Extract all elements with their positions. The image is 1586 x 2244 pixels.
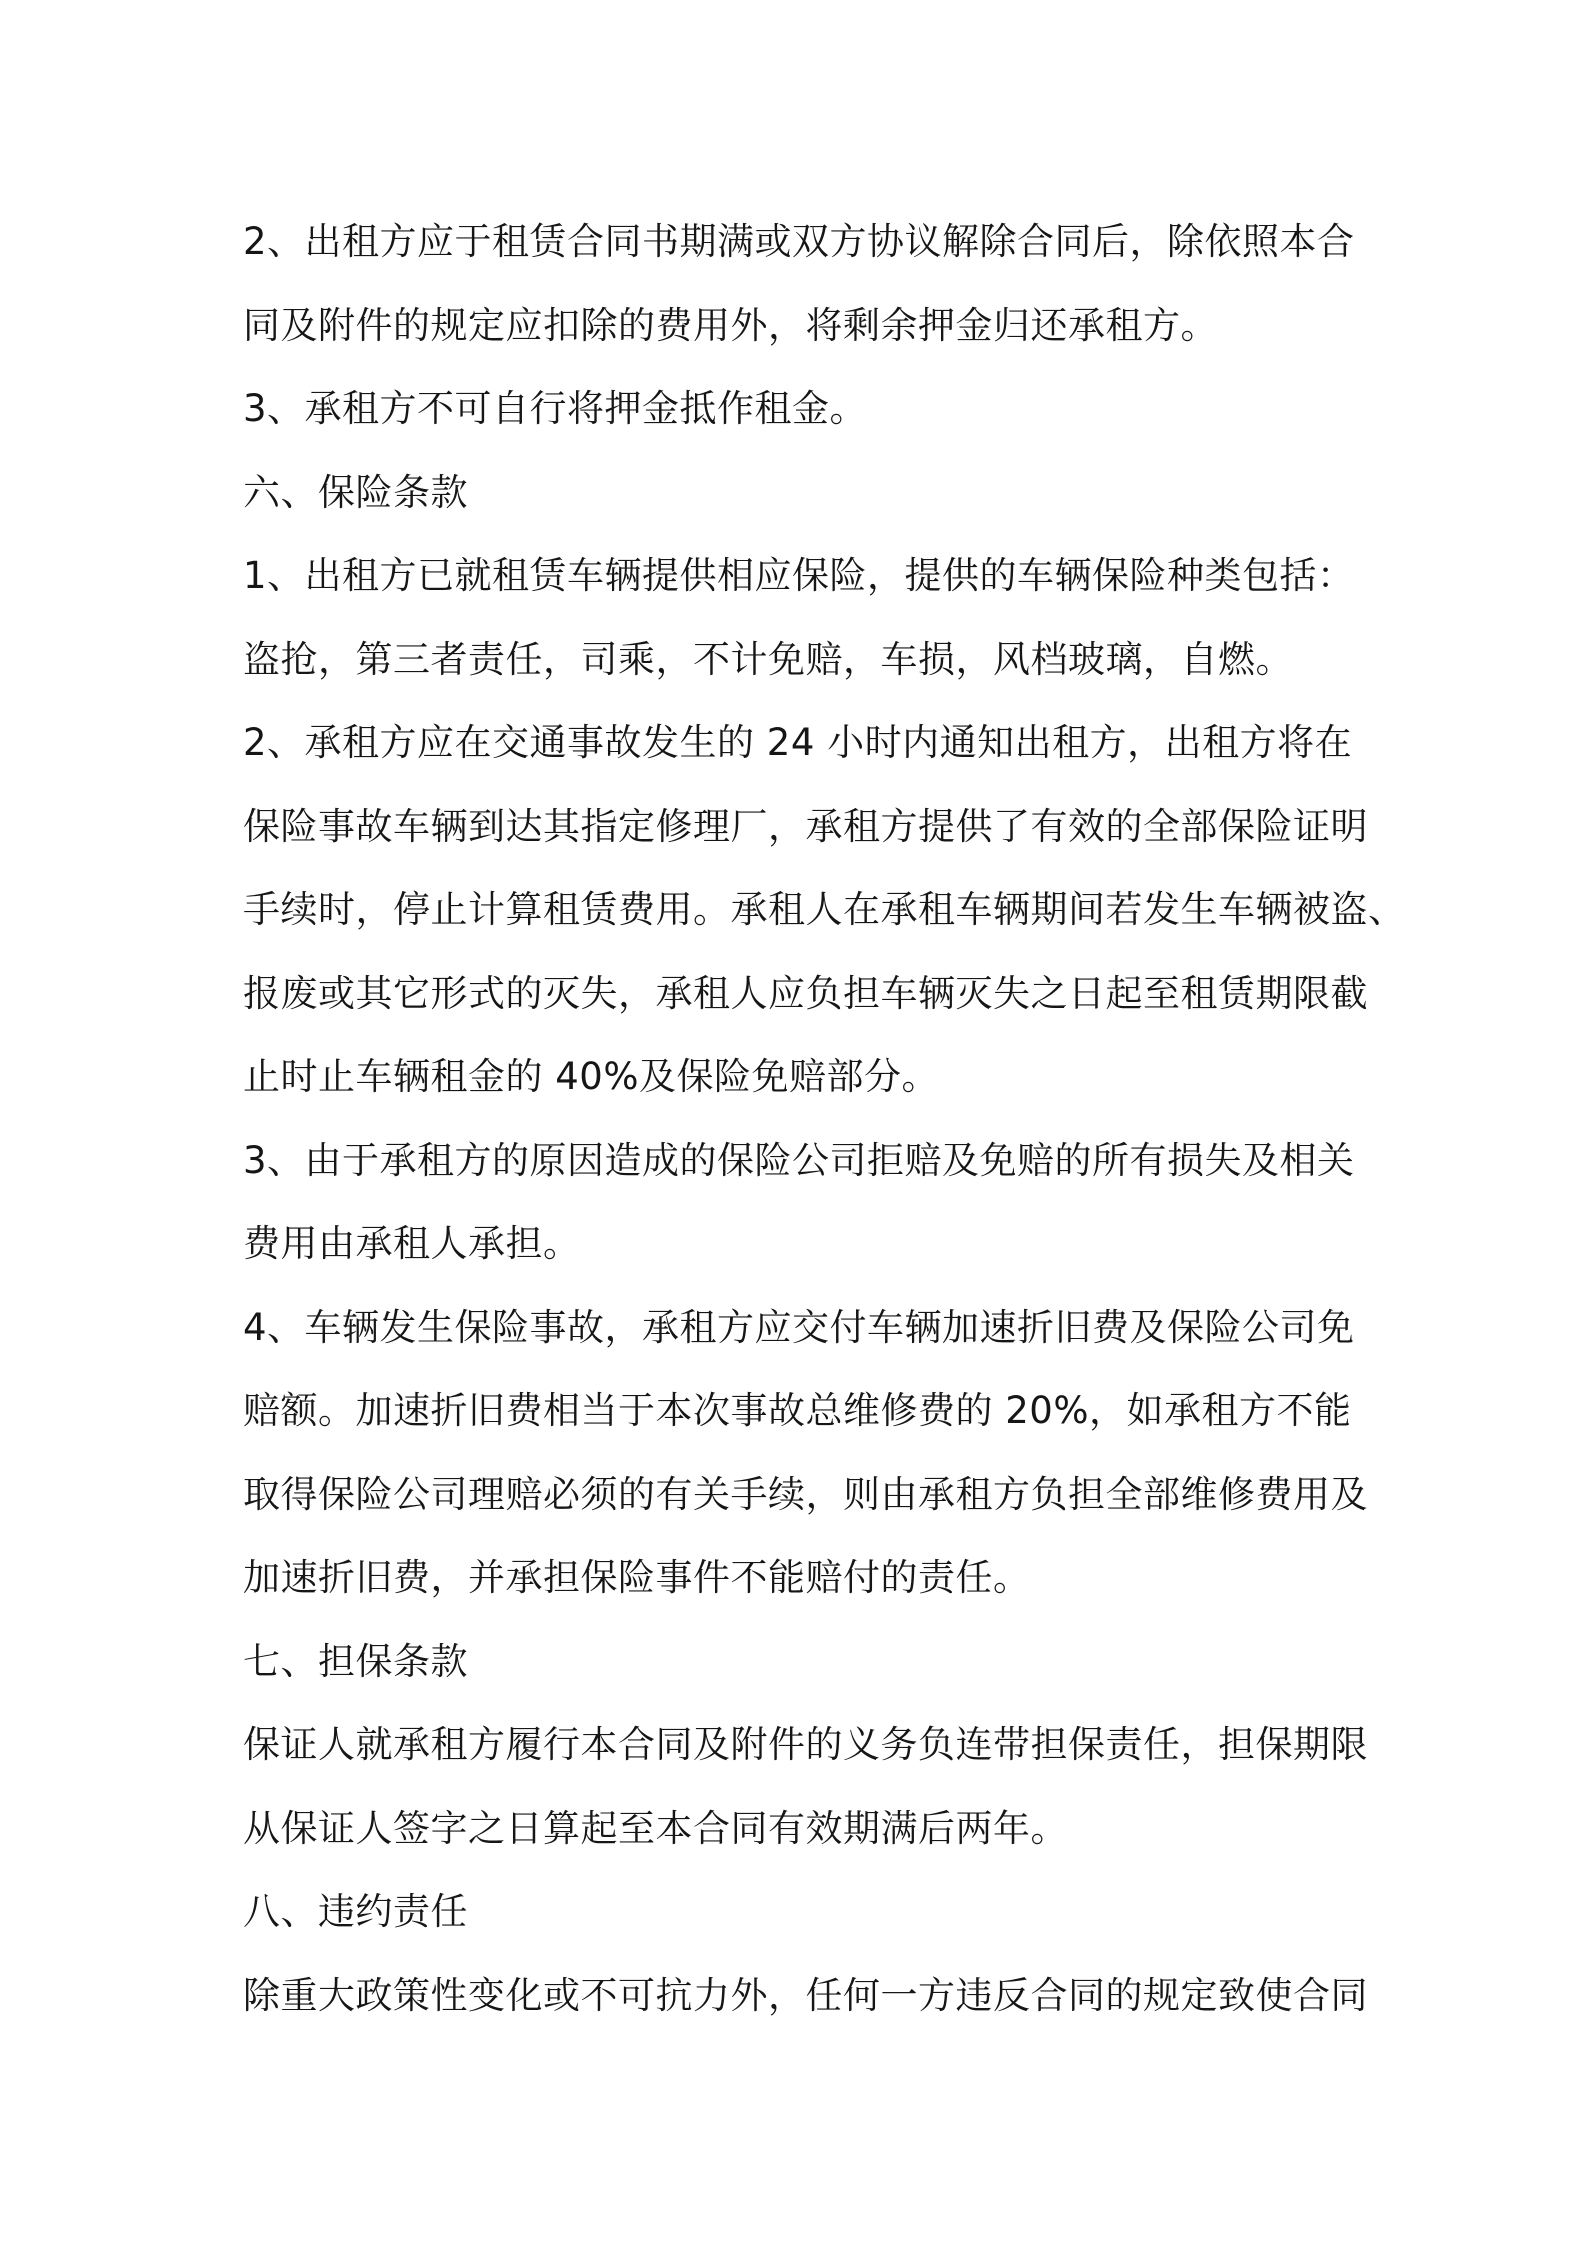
text-line: 手续时，停止计算租赁费用。承租人在承租车辆期间若发生车辆被盗、 <box>243 888 1406 931</box>
section-heading: 六、保险条款 <box>243 470 468 514</box>
text-line: 赔额。加速折旧费相当于本次事故总维修费的 20%，如承租方不能 <box>243 1389 1352 1432</box>
text-line: 从保证人签字之日算起至本合同有效期满后两年。 <box>243 1806 1068 1850</box>
text-line: 加速折旧费，并承担保险事件不能赔付的责任。 <box>243 1556 1031 1599</box>
text-line: 取得保险公司理赔必须的有关手续，则由承租方负担全部维修费用及 <box>243 1472 1368 1516</box>
text-line: 除重大政策性变化或不可抗力外，任何一方违反合同的规定致使合同 <box>243 1973 1368 2017</box>
text-line: 2、出租方应于租赁合同书期满或双方协议解除合同后，除依照本合 <box>243 220 1355 263</box>
text-line: 费用由承租人承担。 <box>243 1222 581 1265</box>
text-line: 保险事故车辆到达其指定修理厂，承租方提供了有效的全部保险证明 <box>243 804 1368 848</box>
text-line: 保证人就承租方履行本合同及附件的义务负连带担保责任，担保期限 <box>243 1723 1368 1766</box>
text-line: 4、车辆发生保险事故，承租方应交付车辆加速折旧费及保险公司免 <box>243 1305 1355 1349</box>
text-line: 报废或其它形式的灭失，承租人应负担车辆灭失之日起至租赁期限截 <box>243 971 1368 1015</box>
text-line: 止时止车辆租金的 40%及保险免赔部分。 <box>243 1055 939 1098</box>
document-body <box>243 200 1406 2037</box>
text-line: 3、由于承租方的原因造成的保险公司拒赔及免赔的所有损失及相关 <box>243 1138 1355 1182</box>
text-line: 同及附件的规定应扣除的费用外，将剩余押金归还承租方。 <box>243 303 1218 347</box>
text-line: 3、承租方不可自行将押金抵作租金。 <box>243 387 868 430</box>
text-line: 1、出租方已就租赁车辆提供相应保险，提供的车辆保险种类包括： <box>243 554 1355 597</box>
section-heading: 八、违约责任 <box>243 1890 468 1933</box>
text-line: 2、承租方应在交通事故发生的 24 小时内通知出租方，出租方将在 <box>243 721 1353 764</box>
text-line: 盗抢，第三者责任，司乘，不计免赔，车损，风档玻璃，自燃。 <box>243 637 1293 681</box>
section-heading: 七、担保条款 <box>243 1639 468 1683</box>
